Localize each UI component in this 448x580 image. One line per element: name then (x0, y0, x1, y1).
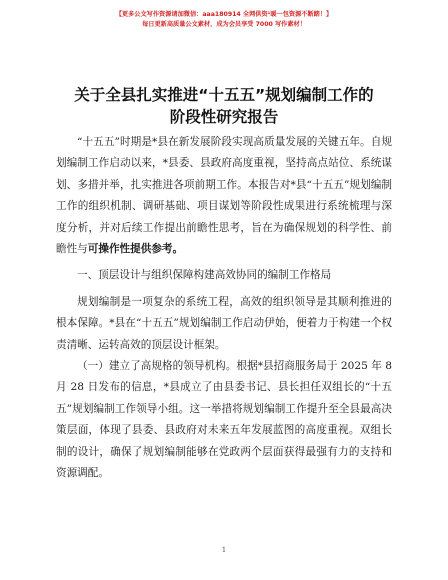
promo-banner-line-1: 【更多公文写作资源请加微信：aaa180914 全网供资¹暖一包资源不断踏！】 (115, 11, 333, 18)
paragraph-3: （一）建立了高规格的领导机构。根据*县招商服务局于 2025 年 8 月 28 日发布的信息，*县成立了由县委书记、县长担任双组长的“十五五”规划编制工作领导小组。这一举措将规划编制工作提升至全县最高决策层面，体现了县委、县政府对未来五年发展蓝图的高度重视。双组长制的设计，确保了规划编制能够在党政两个层面获得最强有力的支持和资源调配。 (56, 360, 392, 480)
document-title-line-2: 阶段性研究报告 (169, 108, 279, 126)
promo-banner-line-2: 每日更新高质量公文素材，成为会员享受 7000 写作素材！ (142, 21, 306, 28)
paragraph-intro (56, 132, 392, 260)
paragraph-intro-emphasis: 可操作性提供参考。 (87, 243, 184, 256)
paragraph-intro-text: “十五五”时期是*县在新发展阶段实现高质量发展的关键五年。自规划编制工作启动以来，*县委、县政府高度重视，坚持高点站位、系统谋划、多措并举，扎实推进各项前期工作。本报告对*县“十五五”规划编制工作的组织机制、调研基础、项目谋划等阶段性成果进行系统梳理与深度分析，并对后续工作提出前瞻性思考，旨在为确保规划的科学性、前瞻性与 (56, 136, 392, 256)
promo-banner (0, 10, 448, 30)
section-heading-1: 一、顶层设计与组织保障构建高效协同的编制工作格局 (77, 269, 332, 282)
document-title (20, 84, 428, 128)
paragraph-2: 规划编制是一项复杂的系统工程，高效的组织领导是其顺利推进的根本保障。*县在“十五五”规划编制工作启动伊始，便着力于构建一个权责清晰、运转高效的顶层设计框架。 (56, 295, 392, 351)
page-number: 1 (221, 546, 227, 554)
document-body (56, 132, 392, 485)
document-title-line-1: 关于全县扎实推进“十五五”规划编制工作的 (74, 86, 374, 104)
